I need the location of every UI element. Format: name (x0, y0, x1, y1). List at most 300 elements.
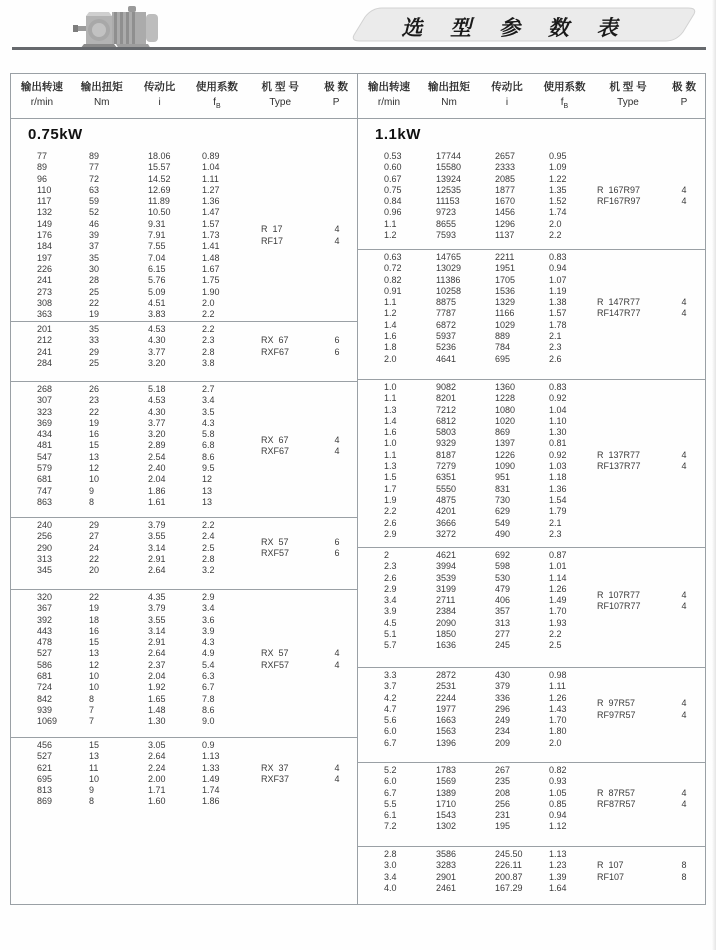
cell-factor: 8.6 (202, 451, 215, 462)
header-ratio: 传动比 i (491, 81, 523, 108)
cell-ratio: 1137 (495, 230, 515, 241)
cell-factor: 1.74 (202, 785, 220, 796)
cell-speed: 869 (37, 796, 53, 807)
cell-speed: 939 (37, 704, 53, 715)
type-label: RF147R77 (597, 308, 641, 319)
cell-torque: 8 (89, 693, 95, 704)
cell-torque: 46 (89, 218, 100, 229)
cell-torque: 2872 (436, 670, 457, 680)
cell-factor: 1.10 (549, 415, 567, 426)
cell-torque: 1977 (436, 703, 457, 714)
cell-torque: 30 (89, 263, 100, 274)
cell-factor: 1.36 (202, 196, 220, 207)
cell-factor: 1.49 (549, 595, 567, 606)
cell-torque: 5236 (436, 342, 457, 353)
table-row (358, 196, 593, 207)
cell-speed: 0.91 (384, 285, 402, 296)
cell-speed: 6.1 (384, 810, 397, 821)
cell-speed: 6.0 (384, 726, 397, 737)
cell-factor: 2.4 (202, 531, 215, 542)
table-row (11, 682, 246, 693)
cell-speed: 5.1 (384, 629, 397, 640)
cell-factor: 2.0 (202, 297, 215, 308)
table-row (11, 230, 246, 241)
cell-factor: 2.2 (202, 520, 215, 530)
cell-torque: 11153 (436, 196, 460, 207)
cell-speed: 747 (37, 485, 53, 496)
cell-speed: 1.4 (384, 415, 397, 426)
table-row (11, 335, 246, 346)
cell-ratio: 2085 (495, 173, 516, 184)
cell-ratio: 549 (495, 517, 511, 528)
table-row (11, 637, 246, 648)
cell-speed: 0.72 (384, 263, 402, 274)
cell-speed: 579 (37, 463, 53, 474)
header-type: 机 型 号 Type (261, 81, 299, 108)
pole-value: 8 (681, 871, 687, 882)
cell-torque: 4201 (436, 506, 457, 517)
cell-torque: 3994 (436, 561, 457, 572)
cell-speed: 268 (37, 384, 53, 394)
type-label: R 107R77 (597, 589, 641, 600)
cell-factor: 1.11 (202, 173, 219, 184)
cell-ratio: 1090 (495, 461, 516, 472)
cell-speed: 443 (37, 625, 53, 636)
cell-torque: 1663 (436, 715, 457, 726)
cell-torque: 1569 (436, 776, 457, 787)
pole-value: 4 (681, 600, 687, 611)
cell-torque: 9723 (436, 207, 457, 218)
cell-torque: 52 (89, 207, 100, 218)
cell-speed: 842 (37, 693, 53, 704)
cell-ratio: 2657 (495, 151, 516, 161)
cell-torque: 26 (89, 384, 100, 394)
cell-torque: 1396 (436, 737, 457, 748)
pole-value: 4 (681, 449, 687, 460)
cell-speed: 1.3 (384, 404, 397, 415)
cell-torque: 8201 (436, 393, 457, 404)
table-row (358, 529, 593, 540)
table-row (11, 219, 246, 230)
cell-ratio: 277 (495, 629, 511, 640)
cell-speed: 5.6 (384, 715, 397, 726)
scan-edge-shadow (712, 0, 716, 950)
cell-factor: 2.3 (549, 342, 562, 353)
table-section (11, 737, 357, 904)
header-rule (12, 47, 706, 50)
cell-factor: 1.70 (549, 715, 567, 726)
selection-parameter-table (10, 73, 706, 905)
cell-speed: 2.8 (384, 849, 397, 859)
cell-torque: 8875 (436, 297, 457, 308)
cell-factor: 2.0 (549, 218, 562, 229)
cell-factor: 1.67 (202, 263, 220, 274)
cell-ratio: 1.92 (148, 682, 166, 693)
cell-speed: 1.2 (384, 230, 397, 241)
table-row (11, 463, 246, 474)
cell-torque: 2090 (436, 617, 457, 628)
type-label: RF107R77 (597, 600, 641, 611)
cell-torque: 12 (89, 659, 100, 670)
cell-speed: 241 (37, 275, 53, 286)
table-row (358, 308, 593, 319)
cell-speed: 4.7 (384, 703, 397, 714)
table-row (358, 726, 593, 737)
cell-torque: 6812 (436, 415, 457, 426)
cell-torque: 2531 (436, 681, 457, 692)
cell-ratio: 7.91 (148, 230, 166, 241)
table-row (11, 185, 246, 196)
table-row (358, 681, 593, 692)
cell-factor: 1.39 (549, 871, 567, 882)
cell-factor: 4.3 (202, 637, 215, 648)
cell-ratio: 296 (495, 703, 511, 714)
cell-speed: 3.0 (384, 860, 397, 871)
table-row (358, 354, 593, 365)
cell-ratio: 1020 (495, 415, 516, 426)
cell-ratio: 4.53 (148, 324, 166, 334)
pole-value: 4 (334, 648, 340, 659)
cell-factor: 0.82 (549, 765, 567, 775)
cell-ratio: 4.51 (148, 297, 166, 308)
cell-ratio: 406 (495, 595, 511, 606)
cell-factor: 1.48 (202, 252, 220, 263)
pole-value: 6 (334, 346, 340, 357)
cell-factor: 1.47 (202, 207, 220, 218)
cell-torque: 10 (89, 773, 100, 784)
cell-ratio: 15.57 (148, 162, 171, 173)
cell-factor: 1.86 (202, 796, 220, 807)
cell-factor: 1.03 (549, 461, 567, 472)
cell-speed: 481 (37, 440, 53, 451)
type-label: RF137R77 (597, 461, 641, 472)
cell-ratio: 889 (495, 331, 511, 342)
table-row (11, 796, 246, 807)
cell-torque: 8 (89, 796, 95, 807)
cell-torque: 10 (89, 671, 100, 682)
cell-factor: 0.95 (549, 151, 567, 161)
cell-ratio: 336 (495, 692, 511, 703)
cell-ratio: 1166 (495, 308, 515, 319)
cell-torque: 2461 (436, 882, 457, 893)
table-row (11, 694, 246, 705)
cell-speed: 2 (384, 550, 390, 560)
cell-factor: 1.01 (549, 561, 567, 572)
cell-factor: 0.89 (202, 151, 220, 161)
type-label: RXF57 (261, 659, 290, 670)
cell-factor: 6.3 (202, 671, 215, 682)
pole-value: 4 (334, 659, 340, 670)
cell-ratio: 430 (495, 670, 511, 680)
cell-torque: 20 (89, 565, 100, 576)
cell-speed: 456 (37, 740, 53, 750)
cell-ratio: 479 (495, 583, 511, 594)
table-row (11, 384, 246, 395)
cell-factor: 2.5 (549, 640, 562, 651)
header-poles: 极 数 P (672, 81, 696, 108)
cell-speed: 308 (37, 297, 53, 308)
cell-speed: 284 (37, 357, 53, 368)
table-row (358, 495, 593, 506)
cell-speed: 2.9 (384, 528, 397, 539)
cell-factor: 6.7 (202, 682, 215, 693)
cell-factor: 1.30 (549, 427, 567, 438)
cell-ratio: 245.50 (495, 849, 523, 859)
cell-factor: 6.8 (202, 440, 215, 451)
cell-torque: 33 (89, 335, 100, 346)
cell-ratio: 4.35 (148, 592, 166, 602)
pole-value: 4 (681, 798, 687, 809)
cell-ratio: 1.48 (148, 704, 166, 715)
cell-factor: 1.35 (549, 184, 567, 195)
table-row (11, 660, 246, 671)
header-torque: 输出扭矩 Nm (80, 81, 123, 108)
table-row (358, 518, 593, 529)
cell-ratio: 1.61 (148, 496, 166, 507)
cell-factor: 4.9 (202, 648, 215, 659)
cell-factor: 0.83 (549, 382, 567, 392)
cell-torque: 1389 (436, 787, 457, 798)
cell-torque: 8655 (436, 218, 457, 229)
cell-ratio: 379 (495, 681, 511, 692)
cell-ratio: 1.30 (148, 716, 166, 727)
cell-factor: 2.2 (202, 324, 215, 334)
table-row (11, 429, 246, 440)
cell-torque: 63 (89, 184, 100, 195)
cell-torque: 7787 (436, 308, 457, 319)
column-header (358, 74, 705, 119)
cell-ratio: 2.04 (148, 671, 166, 682)
table-section (358, 846, 705, 904)
cell-ratio: 1360 (495, 382, 516, 392)
cell-ratio: 245 (495, 640, 511, 651)
table-section (358, 762, 705, 846)
table-row (11, 275, 246, 286)
cell-speed: 1.0 (384, 438, 397, 449)
table-row (11, 452, 246, 463)
type-label: RXF67 (261, 446, 290, 457)
cell-torque: 22 (89, 406, 100, 417)
cell-speed: 117 (37, 196, 52, 207)
cell-factor: 1.93 (549, 617, 567, 628)
cell-speed: 4.2 (384, 692, 397, 703)
cell-ratio: 10.50 (148, 207, 171, 218)
table-row (11, 615, 246, 626)
cell-factor: 0.85 (549, 798, 567, 809)
table-section (11, 517, 357, 589)
pole-value: 4 (681, 297, 687, 308)
cell-ratio: 2.89 (148, 440, 166, 451)
type-label: RXF67 (261, 346, 290, 357)
cell-factor: 1.43 (549, 703, 567, 714)
header-service-factor: 使用系数 $f_B$ (543, 81, 586, 110)
cell-ratio: 11.89 (148, 196, 170, 207)
type-label: R 97R57 (597, 698, 636, 709)
cell-speed: 77 (37, 151, 48, 161)
cell-speed: 0.82 (384, 274, 402, 285)
pole-value: 4 (681, 589, 687, 600)
pole-value: 8 (681, 860, 687, 871)
cell-speed: 241 (37, 346, 53, 357)
table-row (358, 484, 593, 495)
cell-ratio: 2.37 (148, 659, 166, 670)
cell-speed: 0.53 (384, 151, 402, 161)
type-label: R 137R77 (597, 449, 641, 460)
type-label: RXF57 (261, 548, 290, 559)
cell-factor: 3.5 (202, 406, 215, 417)
cell-torque: 11386 (436, 274, 461, 285)
cell-factor: 1.74 (549, 207, 567, 218)
cell-speed: 4.5 (384, 617, 397, 628)
cell-factor: 3.9 (202, 625, 215, 636)
cell-ratio: 12.69 (148, 184, 171, 195)
cell-ratio: 357 (495, 606, 511, 617)
cell-torque: 7279 (436, 461, 457, 472)
cell-speed: 2.9 (384, 583, 397, 594)
type-label: RX 57 (261, 648, 289, 659)
cell-ratio: 3.05 (148, 740, 166, 750)
cell-factor: 1.57 (549, 308, 567, 319)
table-row (358, 776, 593, 787)
cell-torque: 35 (89, 252, 100, 263)
cell-ratio: 5.76 (148, 275, 166, 286)
table-row (11, 253, 246, 264)
cell-ratio: 3.79 (148, 603, 166, 614)
cell-speed: 307 (37, 395, 53, 406)
table-row (358, 765, 593, 776)
cell-factor: 3.4 (202, 395, 215, 406)
table-row (358, 416, 593, 427)
cell-ratio: 2.54 (148, 451, 166, 462)
table-row (358, 382, 593, 393)
cell-factor: 1.11 (549, 681, 566, 692)
cell-factor: 0.92 (549, 393, 567, 404)
cell-speed: 1.9 (384, 494, 397, 505)
cell-torque: 10 (89, 474, 100, 485)
cell-ratio: 167.29 (495, 882, 523, 893)
cell-torque: 4875 (436, 494, 457, 505)
cell-factor: 2.7 (202, 384, 215, 394)
pole-value: 4 (334, 224, 340, 235)
cell-torque: 2244 (436, 692, 457, 703)
cell-speed: 323 (37, 406, 53, 417)
cell-speed: 240 (37, 520, 53, 530)
cell-factor: 12 (202, 474, 213, 485)
cell-ratio: 200.87 (495, 871, 523, 882)
table-row (358, 263, 593, 274)
cell-torque: 1543 (436, 810, 457, 821)
cell-ratio: 3.20 (148, 357, 166, 368)
cell-factor: 1.09 (549, 162, 567, 173)
cell-factor: 1.49 (202, 773, 220, 784)
cell-ratio: 256 (495, 798, 511, 809)
table-column-1-1kw (358, 74, 705, 904)
cell-torque: 1710 (436, 798, 457, 809)
cell-torque: 39 (89, 230, 100, 241)
cell-speed: 527 (37, 751, 53, 762)
table-row (11, 565, 246, 576)
cell-ratio: 831 (495, 483, 511, 494)
cell-speed: 2.6 (384, 572, 397, 583)
cell-speed: 5.5 (384, 798, 397, 809)
cell-speed: 132 (37, 207, 53, 218)
table-row (11, 358, 246, 369)
cell-speed: 1.5 (384, 472, 397, 483)
cell-torque: 19 (89, 417, 100, 428)
cell-factor: 1.19 (549, 285, 567, 296)
pole-value: 4 (681, 184, 687, 195)
power-rating-label: 0.75kW (28, 125, 83, 143)
cell-factor: 1.54 (549, 494, 567, 505)
cell-ratio: 2.64 (148, 565, 166, 576)
cell-speed: 369 (37, 417, 53, 428)
cell-torque: 5550 (436, 483, 457, 494)
cell-ratio: 6.15 (148, 263, 166, 274)
table-row (358, 849, 593, 860)
type-label: RF167R97 (597, 196, 641, 207)
cell-ratio: 7.04 (148, 252, 166, 263)
cell-factor: 1.41 (202, 241, 220, 252)
table-row (358, 693, 593, 704)
cell-factor: 1.70 (549, 606, 567, 617)
cell-ratio: 692 (495, 550, 511, 560)
cell-speed: 1.1 (384, 449, 397, 460)
table-row (11, 347, 246, 358)
cell-ratio: 1029 (495, 319, 516, 330)
cell-speed: 6.7 (384, 737, 397, 748)
cell-factor: 1.36 (549, 483, 567, 494)
pole-value: 4 (334, 235, 340, 246)
header-torque: 输出扭矩 Nm (428, 81, 470, 108)
table-row (11, 309, 246, 320)
cell-torque: 3586 (436, 849, 457, 859)
cell-torque: 1636 (436, 640, 457, 651)
cell-factor: 1.23 (549, 860, 567, 871)
table-row (358, 185, 593, 196)
header-ratio: 传动比 i (143, 81, 176, 108)
table-row (358, 297, 593, 308)
cell-factor: 8.6 (202, 704, 215, 715)
power-group-row (358, 119, 705, 149)
cell-ratio: 695 (495, 353, 511, 364)
cell-torque: 2901 (436, 871, 457, 882)
cell-ratio: 2.91 (148, 553, 166, 564)
cell-torque: 27 (89, 531, 100, 542)
cell-speed: 345 (37, 565, 53, 576)
cell-torque: 7593 (436, 230, 457, 241)
table-row (358, 606, 593, 617)
cell-factor: 2.1 (549, 331, 562, 342)
table-row (11, 264, 246, 275)
table-row (358, 860, 593, 871)
cell-factor: 3.4 (202, 603, 215, 614)
table-row (358, 799, 593, 810)
cell-speed: 813 (37, 785, 53, 796)
cell-torque: 13 (89, 451, 100, 462)
cell-factor: 1.13 (549, 849, 567, 859)
table-section (358, 379, 705, 547)
cell-speed: 149 (37, 218, 53, 229)
cell-torque: 28 (89, 275, 100, 286)
cell-speed: 0.60 (384, 162, 402, 173)
cell-factor: 1.13 (202, 751, 220, 762)
cell-speed: 621 (37, 762, 53, 773)
cell-speed: 1.1 (384, 297, 397, 308)
table-row (358, 872, 593, 883)
cell-torque: 19 (89, 603, 100, 614)
cell-factor: 1.73 (202, 230, 220, 241)
cell-ratio: 195 (495, 821, 511, 832)
